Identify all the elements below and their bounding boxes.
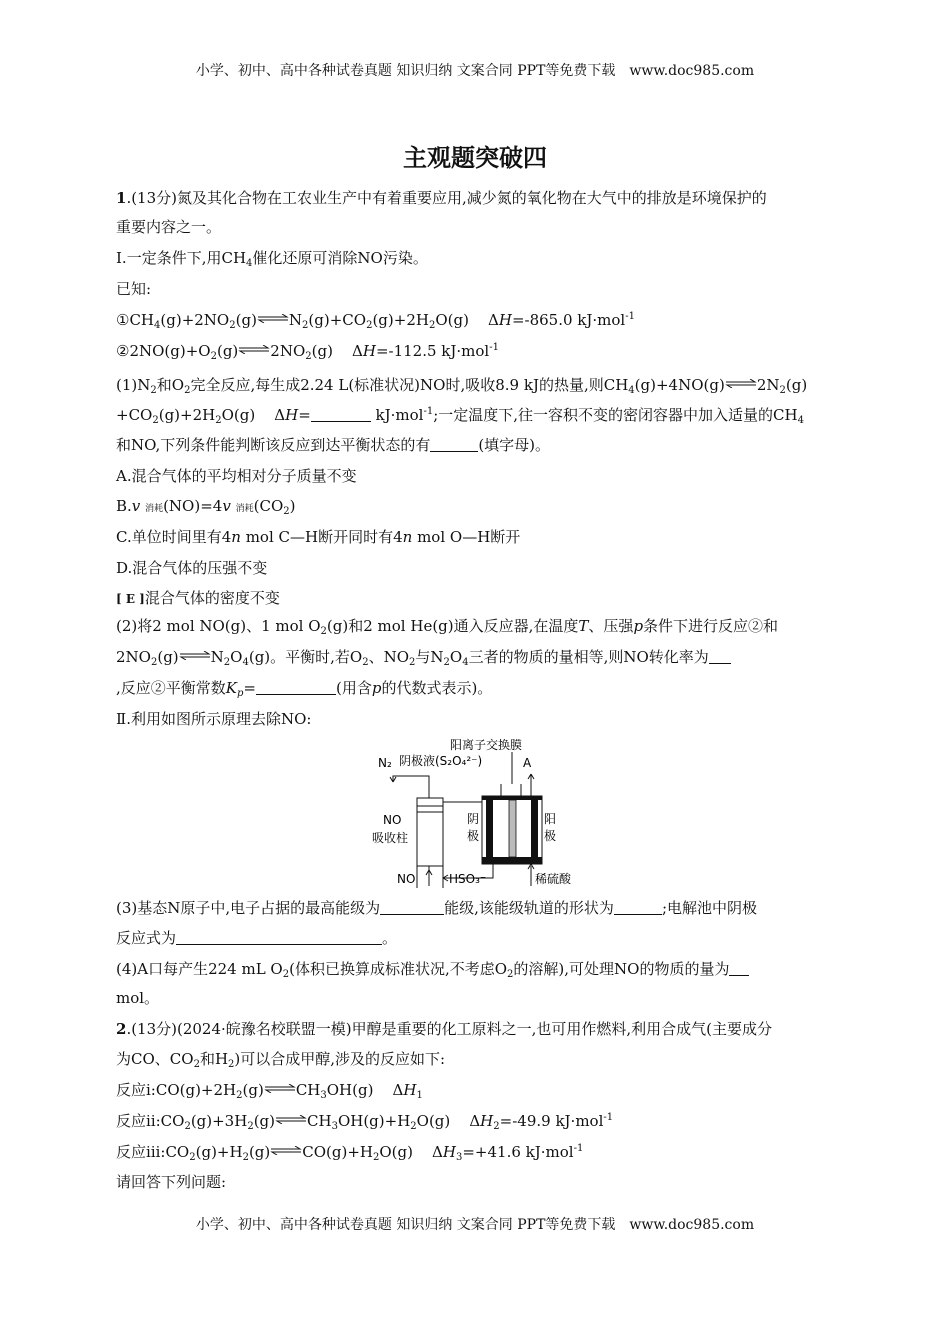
reaction-i: 反应$ⅰ:CO(g)+2H_2(g)$ $CH_3OH(g)$ $\Delta H_1$ (116, 1081, 423, 1101)
q1-intro-line2: 重要内容之一。 (116, 218, 222, 236)
answer-blank[interactable] (176, 930, 382, 945)
q1-sub2-line2: $2NO_2(g)$ $N_2O_4(g)$。平衡时,若$O_2$、$NO_2$与$N_2O_4$三者的物质的量相等,则NO转化率为 (116, 647, 731, 667)
q1-part-two: Ⅱ.利用如图所示原理去除NO: (116, 710, 312, 728)
acid-label: 稀硫酸 (535, 872, 572, 886)
equilibrium-arrow-icon (270, 1146, 302, 1155)
hso3-label: HSO₃⁻ (449, 872, 487, 886)
reaction-iii: 反应$ⅲ:CO_2(g)+H_2(g)$ $CO(g)+H_2O(g)$ $\Delta H_3=+41.6$ kJ·mol$^{-1}$ (116, 1143, 584, 1163)
q2-intro-line2: 为CO、$CO_2$和$H_2$)可以合成甲醇,涉及的反应如下: (116, 1050, 446, 1070)
page-title: 主观题突破四 (403, 144, 547, 172)
q1-sub2-line1: (2)将2 mol NO(g)、1 mol $O_2(g)$和2 mol He(g)通入反应器,在温度T、压强p条件下进行反应②和 (116, 617, 779, 637)
q1-part-one: Ⅰ.一定条件下,用$CH_4$催化还原可消除NO污染。 (116, 249, 428, 269)
option-e: [ E ]混合气体的密度不变 (116, 589, 280, 607)
q2-intro-line1: 2.(13分)(2024·皖豫名校联盟一模)甲醇是重要的化工原料之一,也可用作燃料,利用合成气(主要成分 (116, 1020, 773, 1038)
catholyte-label: 阴极液(S₂O₄²⁻) (399, 754, 483, 768)
answer-blank[interactable] (256, 680, 336, 695)
option-a: A.混合气体的平均相对分子质量不变 (116, 467, 357, 485)
n2-outlet-pipe (393, 776, 429, 798)
equation-2: $②2NO(g)+O_2(g)$ $2NO_2(g)$ ΔH=-112.5 kJ·mol$^{-1}$ (116, 342, 499, 362)
anode-label-1: 阳 (544, 812, 557, 826)
answer-blank[interactable] (709, 649, 731, 664)
electrolysis-diagram (355, 736, 605, 888)
q1-sub2-line3: ,反应②平衡常数$K_p=$ (用含p的代数式表示)。 (116, 679, 493, 699)
answer-blank[interactable] (380, 900, 444, 915)
q1-sub4-line2: mol。 (116, 989, 160, 1007)
cathode-label-1: 阴 (467, 812, 480, 826)
answer-blank[interactable] (729, 961, 749, 976)
equilibrium-arrow-icon (179, 651, 211, 660)
reaction-ii: 反应$ⅱ:CO_2(g)+3H_2(g)$ $CH_3OH(g)+H_2O(g)$ $\Delta H_2=-49.9$ kJ·mol$^{-1}$ (116, 1112, 614, 1132)
option-b: B.v 消耗(NO)=4v 消耗$(CO_2)$ (116, 497, 296, 517)
column-label-2: 吸收柱 (372, 831, 409, 845)
equilibrium-arrow-icon (725, 379, 757, 388)
equilibrium-arrow-icon (238, 345, 270, 354)
membrane-label: 阳离子交换膜 (450, 738, 523, 752)
q1-sub1-line3: 和NO,下列条件能判断该反应到达平衡状态的有 (填字母)。 (116, 436, 551, 454)
answer-blank[interactable] (614, 900, 662, 915)
anode-plate (531, 800, 538, 860)
equation-1: $①CH_4(g)+2NO_2(g)$ $N_2(g)+CO_2(g)+2H_2O(g)$ ΔH=-865.0 kJ·mol$^{-1}$ (116, 311, 635, 331)
q2-ask: 请回答下列问题: (116, 1173, 227, 1191)
column-label-1: NO (383, 813, 402, 827)
equilibrium-arrow-icon (264, 1084, 296, 1093)
q1-intro-line1: 1.(13分)氮及其化合物在工农业生产中有着重要应用,减少氮的氧化物在大气中的排放是环境保护的 (116, 189, 767, 207)
q1-sub4-line1: (4)A口每产生224 mL $O_2$(体积已换算成标准状况,不考虑$O_2$的溶解),可处理NO的物质的量为 (116, 959, 749, 979)
page-footer: 小学、初中、高中各种试卷真题 知识归纳 文案合同 PPT等免费下载 www.doc985.com (195, 1217, 755, 1233)
cathode-plate (486, 800, 493, 860)
anode-label-2: 极 (544, 829, 557, 843)
q1-sub3-line1: (3)基态N原子中,电子占据的最高能级为 能级,该能级轨道的形状为 ;电解池中阴极 (116, 899, 757, 917)
q1-sub1-line1: $(1)N_2$和$O_2$完全反应,每生成2.24 L(标准状况)NO时,吸收8.9 kJ的热量,则$CH_4(g)+4NO(g)$ $2N_2(g)$ (116, 376, 808, 396)
q1-sub1-line2: $+CO_2(g)+2H_2O(g)$ ΔH= kJ·mol$^{-1}$;一定温度下,往一容积不变的密闭容器中加入适量的$CH_4$ (116, 406, 804, 426)
n2-label: N₂ (378, 756, 392, 770)
cathode-label-2: 极 (467, 829, 480, 843)
answer-blank[interactable] (430, 437, 478, 452)
q1-sub3-line2: 反应式为 。 (116, 929, 398, 947)
no-inlet-label: NO (397, 872, 416, 886)
equilibrium-arrow-icon (257, 314, 289, 323)
equilibrium-arrow-icon (275, 1115, 307, 1124)
q1-known: 已知: (116, 280, 152, 298)
answer-blank[interactable] (311, 407, 371, 422)
page-header: 小学、初中、高中各种试卷真题 知识归纳 文案合同 PPT等免费下载 www.doc985.com (195, 63, 755, 79)
option-d: D.混合气体的压强不变 (116, 559, 268, 577)
option-c: C.单位时间里有4n mol C—H断开同时有4n mol O—H断开 (116, 528, 521, 546)
a-label: A (523, 756, 532, 770)
cation-exchange-membrane (509, 800, 516, 857)
